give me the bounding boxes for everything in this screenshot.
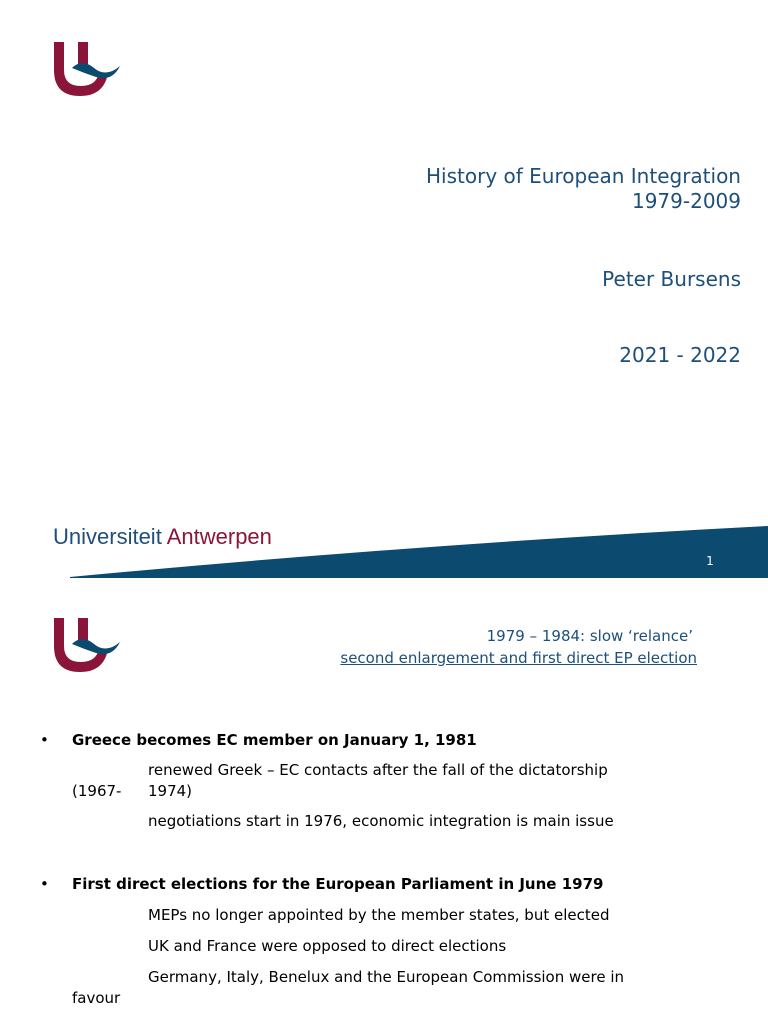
university-name-part2: Antwerpen (166, 524, 272, 549)
slide-subheading: second enlargement and first direct EP election (340, 649, 697, 667)
university-logo-icon (50, 40, 122, 98)
sub-point: renewed Greek – EC contacts after the fall of the dictatorship (148, 761, 608, 779)
sub-point: negotiations start in 1976, economic integration is main issue (148, 812, 614, 830)
bullet-icon: • (40, 875, 49, 893)
university-logo-icon (50, 616, 122, 674)
sub-point: Germany, Italy, Benelux and the European Commission were in (148, 968, 625, 986)
presentation-period: 1979-2009 (631, 189, 741, 213)
sub-point: UK and France were opposed to direct elections (148, 937, 507, 955)
content-slide (0, 586, 768, 1024)
presentation-title: History of European Integration (426, 164, 741, 188)
bullet-icon: • (40, 731, 49, 749)
author-name: Peter Bursens (602, 267, 741, 291)
slide-heading: 1979 – 1984: slow ‘relance’ (486, 627, 693, 645)
bullet-heading: Greece becomes EC member on January 1, 1981 (72, 731, 477, 749)
bullet-heading: First direct elections for the European Parliament in June 1979 (72, 875, 604, 893)
sub-point-continuation: (1967- (72, 782, 122, 800)
university-name-part1: Universiteit (53, 524, 162, 549)
sub-point-continuation: favour (72, 989, 121, 1007)
page-number: 1 (706, 554, 714, 568)
academic-year: 2021 - 2022 (619, 343, 741, 367)
sub-point: MEPs no longer appointed by the member states, but elected (148, 906, 610, 924)
sub-point-continuation: 1974) (148, 782, 193, 800)
university-name (53, 522, 272, 552)
